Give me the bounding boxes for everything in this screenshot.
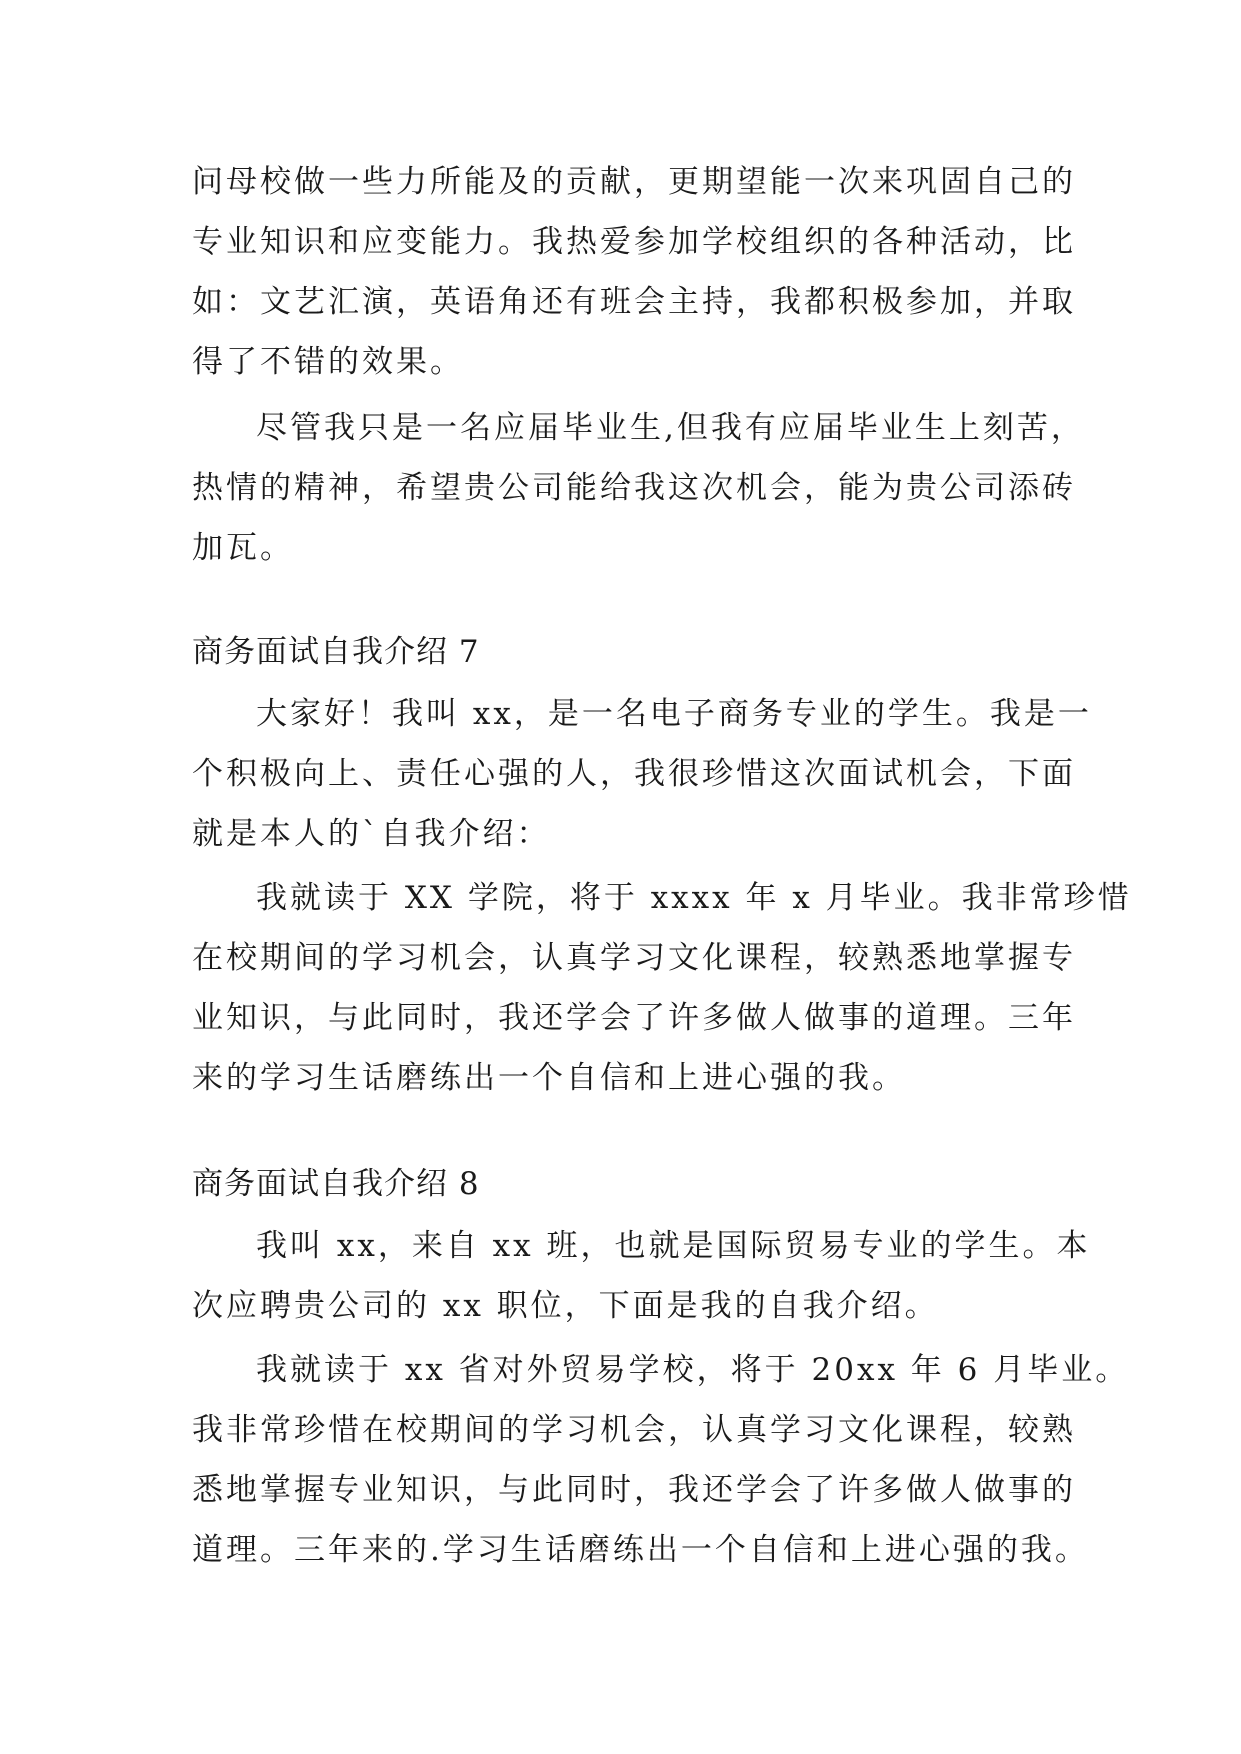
paragraph-line: 就是本人的`自我介绍： — [192, 816, 551, 852]
paragraph-line: 我就读于 xx 省对外贸易学校，将于 20xx 年 6 月毕业。 — [256, 1352, 1130, 1388]
paragraph-line: 我叫 xx，来自 xx 班，也就是国际贸易专业的学生。本 — [256, 1228, 1091, 1264]
paragraph-line: 专业知识和应变能力。我热爱参加学校组织的各种活动，比 — [192, 224, 1076, 260]
paragraph-line: 来的学习生话磨练出一个自信和上进心强的我。 — [192, 1060, 906, 1096]
section-heading: 商务面试自我介绍 7 — [192, 634, 480, 670]
paragraph-line: 大家好！我叫 xx，是一名电子商务专业的学生。我是一 — [256, 696, 1092, 732]
paragraph-line: 如：文艺汇演，英语角还有班会主持，我都积极参加，并取 — [192, 284, 1076, 320]
paragraph-line: 在校期间的学习机会，认真学习文化课程，较熟悉地掌握专 — [192, 940, 1076, 976]
paragraph-line: 业知识，与此同时，我还学会了许多做人做事的道理。三年 — [192, 1000, 1076, 1036]
paragraph-line: 我就读于 XX 学院，将于 xxxx 年 x 月毕业。我非常珍惜 — [256, 880, 1132, 916]
paragraph-line: 加瓦。 — [192, 530, 294, 566]
paragraph-line: 我非常珍惜在校期间的学习机会，认真学习文化课程，较熟 — [192, 1412, 1076, 1448]
paragraph-line: 得了不错的效果。 — [192, 344, 464, 380]
paragraph-line: 次应聘贵公司的 xx 职位，下面是我的自我介绍。 — [192, 1288, 939, 1324]
paragraph-line: 个积极向上、责任心强的人，我很珍惜这次面试机会，下面 — [192, 756, 1076, 792]
section-heading: 商务面试自我介绍 8 — [192, 1166, 480, 1202]
paragraph-line: 问母校做一些力所能及的贡献，更期望能一次来巩固自己的 — [192, 164, 1076, 200]
paragraph-line: 悉地掌握专业知识，与此同时，我还学会了许多做人做事的 — [192, 1472, 1076, 1508]
paragraph-line: 道理。三年来的.学习生话磨练出一个自信和上进心强的我。 — [192, 1532, 1089, 1568]
paragraph-line: 热情的精神，希望贵公司能给我这次机会，能为贵公司添砖 — [192, 470, 1076, 506]
paragraph-line: 尽管我只是一名应届毕业生,但我有应届毕业生上刻苦， — [256, 410, 1085, 446]
